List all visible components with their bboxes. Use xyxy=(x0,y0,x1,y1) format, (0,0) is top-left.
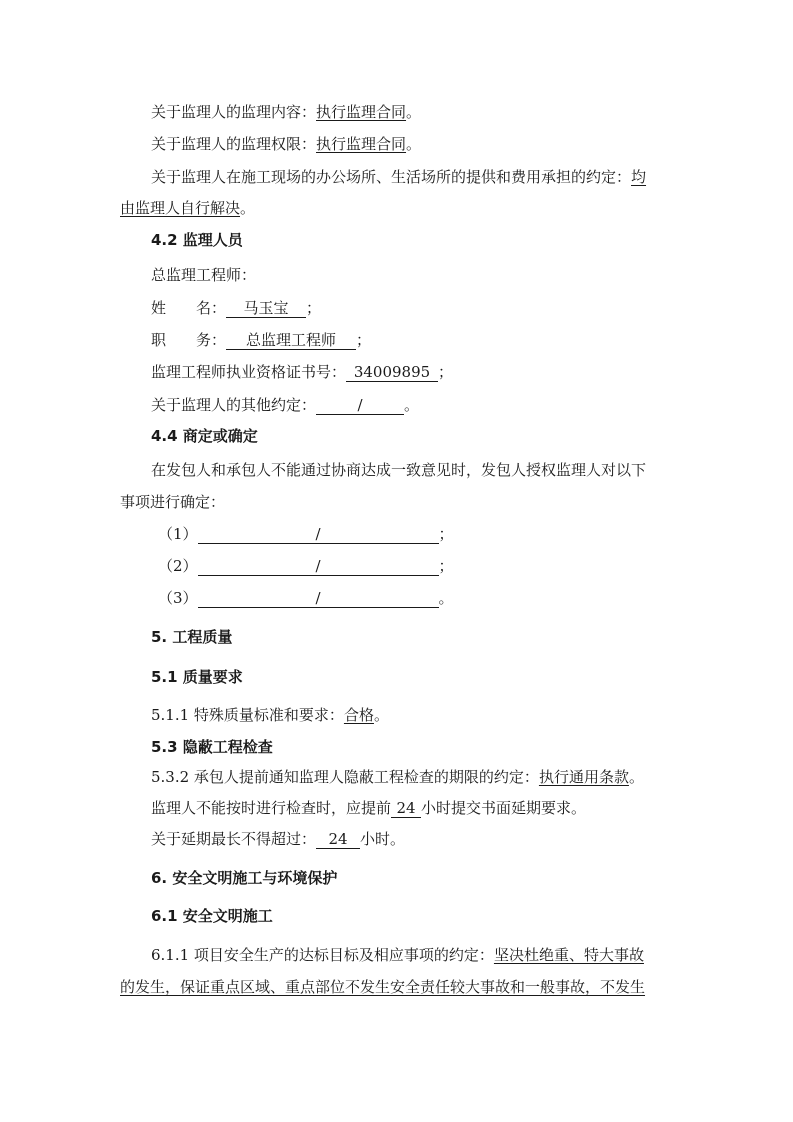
max-delay-text-a: 关于延期最长不得超过： xyxy=(151,830,317,848)
supervision-content-value: 执行监理合同 xyxy=(316,103,407,121)
item-end-mark: ； xyxy=(438,525,454,543)
other-agreement-line xyxy=(151,395,419,415)
position-value: 总监理工程师 xyxy=(226,331,356,350)
name-line xyxy=(151,298,321,318)
section-5-3-2-line xyxy=(151,767,644,787)
determination-item-2 xyxy=(158,556,454,576)
name-value: 马玉宝 xyxy=(226,299,306,318)
position-label: 职 务： xyxy=(151,331,227,349)
semicolon: ； xyxy=(356,331,372,349)
office-arrangement-label: 关于监理人在施工现场的办公场所、生活场所的提供和费用承担的约定： xyxy=(151,168,632,186)
semicolon: ； xyxy=(306,299,322,317)
supervision-authority-label: 关于监理人的监理权限： xyxy=(151,135,317,153)
item-number: （3） xyxy=(158,589,198,607)
determination-item-3 xyxy=(158,588,454,608)
period: 。 xyxy=(373,706,389,724)
section-4-2-heading: 4.2 监理人员 xyxy=(151,231,243,249)
section-5-heading: 5. 工程质量 xyxy=(151,628,233,646)
determination-item-1 xyxy=(158,524,454,544)
section-6-1-heading: 6.1 安全文明施工 xyxy=(151,907,273,925)
section-6-1-1-line-2 xyxy=(120,977,645,997)
delay-request-text-a: 监理人不能按时进行检查时，应提前 xyxy=(151,799,392,817)
delay-request-text-b: 小时提交书面延期要求。 xyxy=(421,799,587,817)
item-number: （1） xyxy=(158,525,198,543)
section-6-1-1-line-1 xyxy=(151,945,644,965)
section-4-4-heading: 4.4 商定或确定 xyxy=(151,427,258,445)
section-4-4-paragraph-line-2: 事项进行确定： xyxy=(120,493,226,511)
section-5-1-1-line xyxy=(151,705,389,725)
semicolon: ； xyxy=(438,363,454,381)
section-5-1-1-value: 合格 xyxy=(343,706,374,724)
other-agreement-label: 关于监理人的其他约定： xyxy=(151,396,317,414)
max-delay-line xyxy=(151,829,405,849)
name-label: 姓 名： xyxy=(151,299,227,317)
position-line xyxy=(151,330,371,350)
item-end-mark: ； xyxy=(438,557,454,575)
office-arrangement-line-2 xyxy=(120,198,255,218)
item-end-mark: 。 xyxy=(438,589,454,607)
chief-supervisor-label: 总监理工程师： xyxy=(151,266,257,284)
section-6-1-1-label: 6.1.1 项目安全生产的达标目标及相应事项的约定： xyxy=(151,946,494,964)
certificate-value: 34009895 xyxy=(346,363,438,382)
office-arrangement-line-1 xyxy=(151,167,646,187)
other-agreement-value: / xyxy=(316,396,404,415)
max-delay-hours: 24 xyxy=(316,830,360,849)
item-value: / xyxy=(198,557,439,576)
section-5-3-heading: 5.3 隐蔽工程检查 xyxy=(151,738,273,756)
delay-request-line xyxy=(151,798,586,818)
item-value: / xyxy=(198,525,439,544)
max-delay-text-b: 小时。 xyxy=(360,830,406,848)
certificate-line xyxy=(151,362,453,382)
section-4-4-paragraph-line-1: 在发包人和承包人不能通过协商达成一致意见时，发包人授权监理人对以下 xyxy=(151,461,647,479)
section-6-1-1-value-part-2: 的发生，保证重点区域、重点部位不发生安全责任较大事故和一般事故，不发生 xyxy=(120,978,646,996)
period: 。 xyxy=(404,396,420,414)
period: 。 xyxy=(628,768,644,786)
section-5-3-2-value: 执行通用条款 xyxy=(538,768,629,786)
section-5-1-heading: 5.1 质量要求 xyxy=(151,668,243,686)
office-arrangement-value-part-1: 均 xyxy=(631,168,647,186)
item-value: / xyxy=(198,589,439,608)
period: 。 xyxy=(406,135,422,153)
supervision-content-label: 关于监理人的监理内容： xyxy=(151,103,317,121)
section-5-3-2-label: 5.3.2 承包人提前通知监理人隐蔽工程检查的期限的约定： xyxy=(151,768,539,786)
delay-request-hours: 24 xyxy=(391,799,421,818)
section-6-1-1-value-part-1: 坚决杜绝重、特大事故 xyxy=(493,946,644,964)
period: 。 xyxy=(240,199,256,217)
item-number: （2） xyxy=(158,557,198,575)
supervision-content-line xyxy=(151,102,421,122)
office-arrangement-value-part-2: 由监理人自行解决 xyxy=(120,199,241,217)
supervision-authority-line xyxy=(151,134,421,154)
section-5-1-1-label: 5.1.1 特殊质量标准和要求： xyxy=(151,706,344,724)
period: 。 xyxy=(406,103,422,121)
certificate-label: 监理工程师执业资格证书号： xyxy=(151,363,347,381)
section-6-heading: 6. 安全文明施工与环境保护 xyxy=(151,869,338,887)
supervision-authority-value: 执行监理合同 xyxy=(316,135,407,153)
